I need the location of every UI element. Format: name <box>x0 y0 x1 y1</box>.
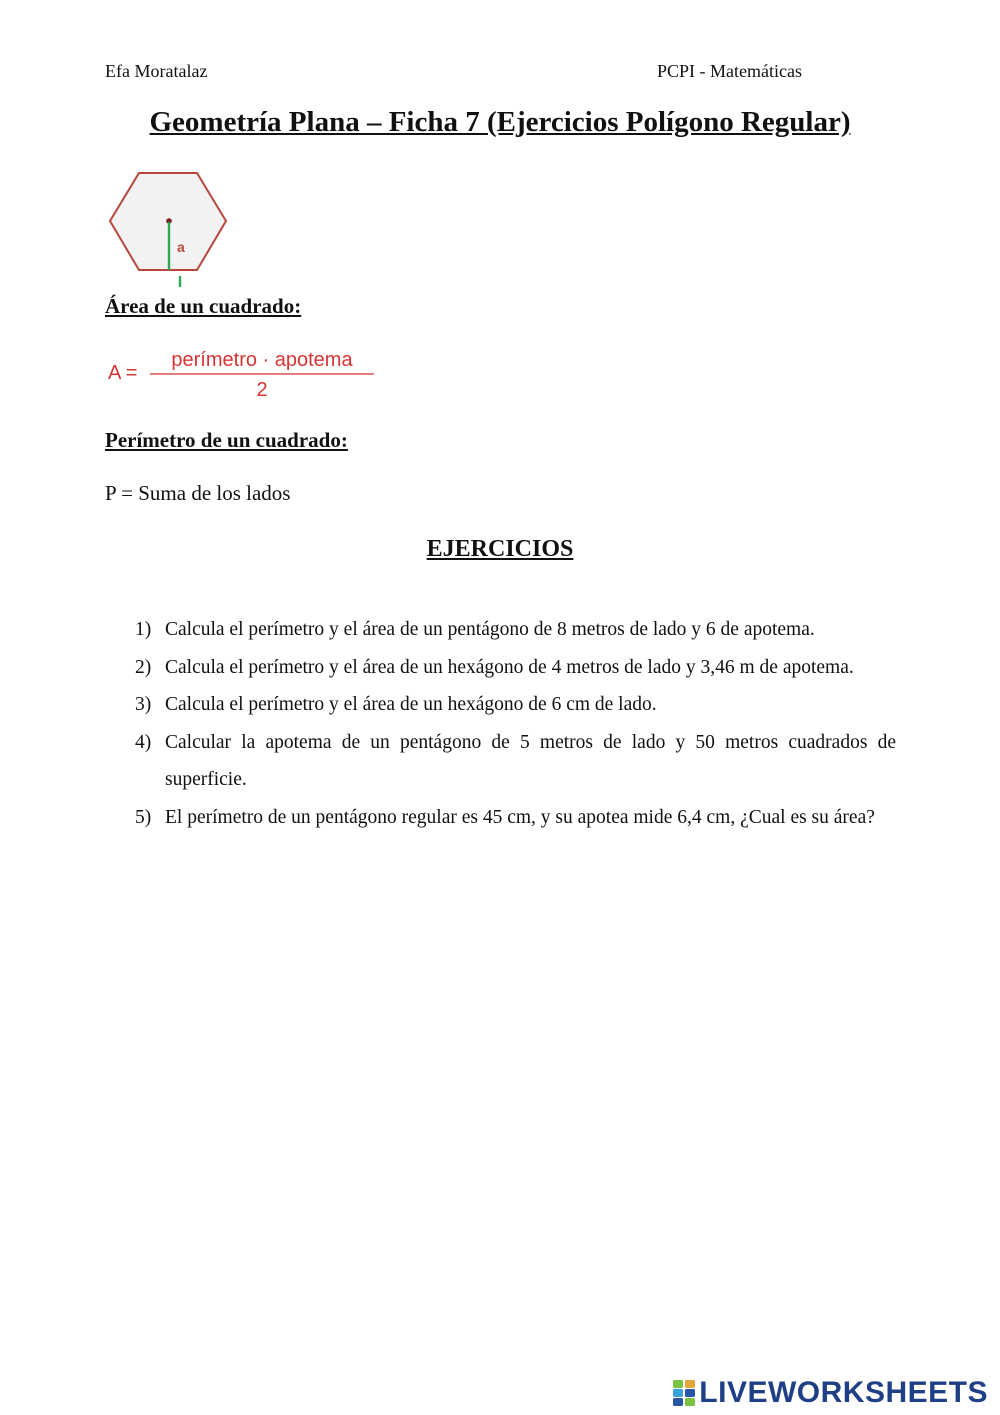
liveworksheets-blocks-icon <box>673 1380 695 1406</box>
exercise-item <box>135 611 896 649</box>
page-title: Geometría Plana – Ficha 7 (Ejercicios Polígono Regular) <box>149 106 851 138</box>
exercise-text: Calcula el perímetro y el área de un hexágono de 6 cm de lado. <box>165 694 657 715</box>
exercise-item <box>135 799 896 837</box>
perimeter-heading: Perímetro de un cuadrado: <box>105 428 348 452</box>
exercise-item <box>135 649 896 687</box>
exercise-text: Calcula el perímetro y el área de un hexágono de 4 metros de lado y 3,46 m de apotema. <box>165 656 854 678</box>
exercise-number: 1) <box>135 619 152 640</box>
area-formula <box>106 344 378 404</box>
exercise-text: El perímetro de un pentágono regular es 45 cm, y su apotea mide 6,4 cm, ¿Cual es su área? <box>165 806 875 828</box>
logo-text: LIVEWORKSHEETS <box>699 1376 988 1409</box>
exercise-list <box>135 611 896 836</box>
exercise-number: 4) <box>135 731 152 753</box>
hexagon-apothem-figure <box>106 170 230 290</box>
exercise-text: Calcula el perímetro y el área de un pentágono de 8 metros de lado y 6 de apotema. <box>165 619 815 640</box>
header-school: Efa Moratalaz <box>105 61 208 81</box>
exercise-number: 3) <box>135 694 152 715</box>
liveworksheets-logo[interactable] <box>673 1376 988 1410</box>
exercises-heading: EJERCICIOS <box>426 536 574 562</box>
formula-denominator: 2 <box>256 379 268 401</box>
exercise-text: Calcular la apotema de un pentágono de 5 metros de lado y 50 metros cuadrados de superficie. <box>165 731 896 790</box>
exercise-number: 5) <box>135 806 152 828</box>
exercise-number: 2) <box>135 656 152 678</box>
exercise-item <box>135 724 896 799</box>
apothem-label: a <box>177 239 185 255</box>
exercise-item <box>135 686 896 724</box>
area-heading: Área de un cuadrado: <box>105 294 302 318</box>
formula-lhs: A = <box>108 362 138 384</box>
header-subject: PCPI - Matemáticas <box>657 61 802 81</box>
perimeter-formula: P = Suma de los lados <box>105 481 291 505</box>
formula-numerator: perímetro · apotema <box>171 349 353 371</box>
